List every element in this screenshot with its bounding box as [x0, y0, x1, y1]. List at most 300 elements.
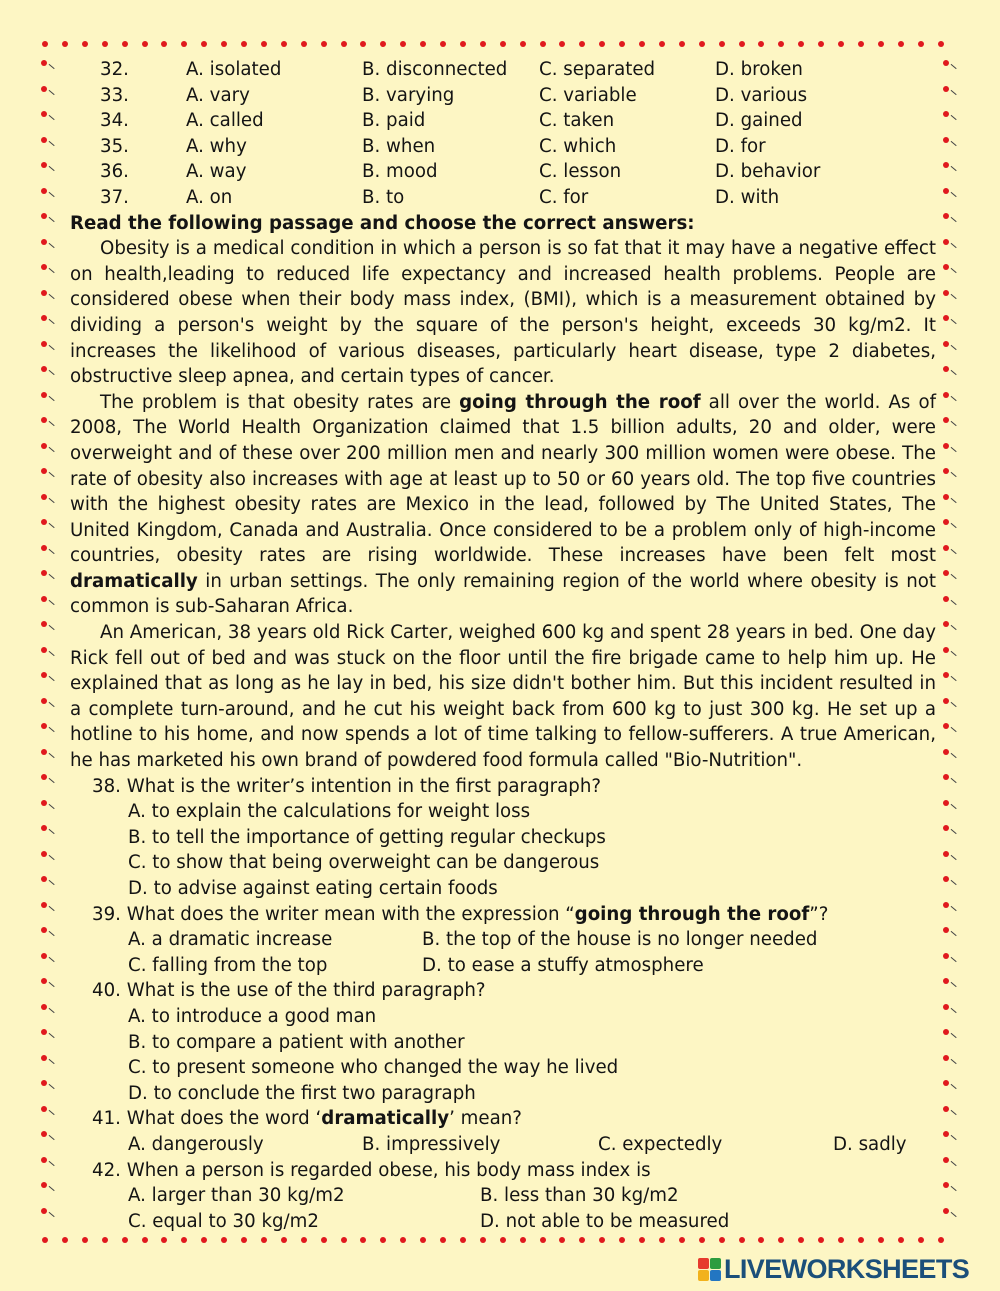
border-dot	[41, 315, 47, 321]
border-dot	[201, 1237, 207, 1243]
border-dot	[520, 41, 526, 47]
border-dot	[41, 392, 47, 398]
border-dot	[943, 647, 949, 653]
border-tick	[950, 1160, 956, 1166]
border-dot	[699, 1237, 705, 1243]
border-tick	[48, 421, 54, 427]
border-dot	[878, 1237, 884, 1243]
border-dot	[161, 1237, 167, 1243]
border-dot	[41, 1131, 47, 1137]
option-c[interactable]: C. taken	[539, 110, 615, 132]
border-tick	[950, 191, 956, 197]
border-tick	[48, 982, 54, 988]
border-tick	[950, 727, 956, 733]
border-tick	[950, 115, 956, 121]
paragraph-text: all over the world. As of 2008, The World Health Organization claimed that 1.5 billion adults, 20 and older, were overweight and of these over 200 million men and nearly 300 million women were obese. The rate of obesity also increases with age at least up to 50 or 60 years old. The top five countries with the highest obesity rates are Mexico in the lead, followed by The United States, The United Kingdom, Canada and Australia. Once considered to be a problem only of high-income countries, obesity rates are rising worldwide. These increases have been felt most	[70, 391, 936, 567]
option-b[interactable]: B. varying	[362, 84, 455, 106]
border-dot	[41, 494, 47, 500]
bold-word: dramatically	[321, 1108, 450, 1130]
border-dot	[943, 1182, 949, 1188]
border-dot	[500, 1237, 506, 1243]
border-dot	[41, 927, 47, 933]
border-dot	[400, 41, 406, 47]
border-dot	[41, 341, 47, 347]
border-dot	[943, 213, 949, 219]
question-stem	[70, 902, 936, 928]
passage-paragraph-2	[70, 390, 936, 620]
page-border-left	[38, 52, 56, 1234]
border-tick	[48, 1109, 54, 1115]
bold-phrase: going through the roof	[574, 903, 810, 925]
option-a[interactable]: A. vary	[186, 84, 250, 106]
border-dot	[460, 1237, 466, 1243]
question-38	[70, 774, 936, 902]
question-number: 35.	[100, 135, 129, 157]
border-dot	[943, 86, 949, 92]
border-dot	[301, 1237, 307, 1243]
question-39	[70, 902, 936, 979]
border-dot	[41, 1080, 47, 1086]
option-row-34	[70, 108, 936, 134]
border-dot	[341, 1237, 347, 1243]
border-dot	[818, 41, 824, 47]
answer-option-a[interactable]: A. to explain the calculations for weight loss	[128, 801, 531, 823]
question-stem: 40. What is the use of the third paragraph?	[92, 980, 486, 1002]
border-dot	[943, 825, 949, 831]
border-dot	[943, 570, 949, 576]
border-dot	[400, 1237, 406, 1243]
border-dot	[818, 1237, 824, 1243]
border-dot	[41, 213, 47, 219]
border-dot	[579, 41, 585, 47]
border-dot	[943, 137, 949, 143]
border-dot	[102, 41, 108, 47]
answer-row	[70, 1209, 936, 1235]
border-dot	[41, 621, 47, 627]
option-row-33	[70, 83, 936, 109]
border-dot	[82, 41, 88, 47]
question-number: 36.	[100, 161, 129, 183]
border-dot	[41, 698, 47, 704]
stem-text: ’ mean?	[449, 1108, 522, 1130]
border-dot	[943, 1029, 949, 1035]
answer-option-b[interactable]: B. the top of the house is no longer needed	[422, 929, 818, 951]
border-dot	[420, 1237, 426, 1243]
border-dot	[82, 1237, 88, 1243]
border-dot	[41, 1106, 47, 1112]
border-dot	[41, 774, 47, 780]
border-dot	[41, 417, 47, 423]
border-dot	[261, 41, 267, 47]
question-number: 37.	[100, 186, 129, 208]
border-tick	[48, 242, 54, 248]
question-number: 34.	[100, 110, 129, 132]
border-tick	[48, 166, 54, 172]
border-tick	[48, 140, 54, 146]
border-tick	[950, 140, 956, 146]
border-dot	[943, 621, 949, 627]
border-dot	[41, 647, 47, 653]
option-b[interactable]: B. paid	[362, 110, 426, 132]
border-dot	[520, 1237, 526, 1243]
border-dot	[161, 41, 167, 47]
border-tick	[950, 370, 956, 376]
border-dot	[943, 774, 949, 780]
answer-option-d[interactable]: D. to conclude the first two paragraph	[128, 1082, 476, 1104]
border-dot	[261, 1237, 267, 1243]
option-row-35	[70, 134, 936, 160]
border-dot	[858, 41, 864, 47]
border-dot	[778, 1237, 784, 1243]
question-number: 32.	[100, 59, 129, 80]
border-tick	[48, 905, 54, 911]
border-tick	[48, 548, 54, 554]
answer-row	[70, 1183, 936, 1209]
option-d[interactable]: D. behavior	[715, 161, 821, 183]
option-d[interactable]: D. broken	[715, 59, 803, 80]
option-d[interactable]: D. for	[715, 135, 766, 157]
answer-row	[70, 927, 936, 953]
option-row-36	[70, 159, 936, 185]
border-dot	[41, 443, 47, 449]
border-tick	[48, 931, 54, 937]
border-dot	[480, 1237, 486, 1243]
border-dot	[639, 41, 645, 47]
bold-phrase: going through the roof	[459, 391, 701, 413]
border-dot	[41, 596, 47, 602]
border-dot	[321, 1237, 327, 1243]
border-tick	[48, 854, 54, 860]
option-b[interactable]: B. when	[362, 135, 436, 157]
border-dot	[41, 468, 47, 474]
option-row-32	[70, 57, 936, 83]
border-dot	[420, 41, 426, 47]
border-dot	[798, 41, 804, 47]
option-a[interactable]: A. why	[186, 135, 247, 157]
border-dot	[41, 749, 47, 755]
option-b[interactable]: B. to	[362, 186, 405, 208]
border-tick	[950, 982, 956, 988]
border-dot	[62, 1237, 68, 1243]
border-tick	[950, 268, 956, 274]
liveworksheets-logo[interactable]	[698, 1254, 969, 1284]
border-dot	[380, 41, 386, 47]
option-d[interactable]: D. gained	[715, 110, 803, 132]
border-dot	[301, 41, 307, 47]
answer-option-c[interactable]: C. equal to 30 kg/m2	[128, 1210, 319, 1232]
border-tick	[48, 650, 54, 656]
border-tick	[950, 574, 956, 580]
border-dot	[943, 468, 949, 474]
border-tick	[48, 1033, 54, 1039]
border-tick	[48, 625, 54, 631]
border-dot	[599, 41, 605, 47]
border-tick	[950, 217, 956, 223]
border-dot	[659, 41, 665, 47]
option-row-37	[70, 185, 936, 211]
border-dot	[758, 41, 764, 47]
border-tick	[950, 752, 956, 758]
border-dot	[41, 570, 47, 576]
border-tick	[950, 89, 956, 95]
border-dot	[360, 1237, 366, 1243]
border-tick	[950, 497, 956, 503]
stem-text: 41. What does the word ‘	[92, 1108, 322, 1130]
border-dot	[943, 519, 949, 525]
border-dot	[360, 41, 366, 47]
border-dot	[943, 1055, 949, 1061]
border-dot	[838, 1237, 844, 1243]
stem-text: ”?	[809, 903, 829, 925]
border-dot	[943, 443, 949, 449]
border-tick	[950, 548, 956, 554]
border-tick	[48, 344, 54, 350]
border-tick	[48, 599, 54, 605]
border-dot	[41, 290, 47, 296]
border-tick	[48, 1186, 54, 1192]
border-dot	[739, 1237, 745, 1243]
answer-option-b[interactable]: B. impressively	[362, 1133, 501, 1155]
border-dot	[943, 494, 949, 500]
answer-option-c[interactable]: C. falling from the top	[128, 954, 328, 976]
stem-text: 39. What does the writer mean with the expression “	[92, 903, 575, 925]
border-dot	[699, 41, 705, 47]
border-dot	[41, 545, 47, 551]
border-dot	[579, 1237, 585, 1243]
border-dot	[943, 366, 949, 372]
border-dot	[41, 1029, 47, 1035]
border-tick	[950, 829, 956, 835]
border-tick	[48, 523, 54, 529]
border-dot	[659, 1237, 665, 1243]
border-dot	[943, 341, 949, 347]
border-dot	[122, 1237, 128, 1243]
border-dot	[778, 41, 784, 47]
option-a[interactable]: A. called	[186, 110, 264, 132]
option-c[interactable]: C. separated	[539, 59, 656, 80]
border-dot	[142, 41, 148, 47]
border-dot	[943, 749, 949, 755]
border-dot	[41, 239, 47, 245]
border-dot	[943, 927, 949, 933]
answer-option-c[interactable]: C. to present someone who changed the way he lived	[128, 1057, 619, 1079]
border-dot	[221, 1237, 227, 1243]
logo-blocks-icon	[698, 1258, 721, 1281]
border-dot	[41, 723, 47, 729]
option-a[interactable]: A. on	[186, 186, 233, 208]
option-c[interactable]: C. lesson	[539, 161, 622, 183]
border-dot	[241, 41, 247, 47]
border-dot	[281, 1237, 287, 1243]
answer-option-b[interactable]: B. to tell the importance of getting regular checkups	[128, 826, 606, 848]
border-dot	[943, 876, 949, 882]
worksheet-content	[70, 57, 936, 1234]
border-dot	[41, 800, 47, 806]
border-tick	[48, 64, 54, 70]
border-dot	[42, 1237, 48, 1243]
border-dot	[142, 1237, 148, 1243]
border-tick	[950, 650, 956, 656]
border-dot	[41, 188, 47, 194]
question-stem	[70, 1106, 936, 1132]
border-tick	[48, 89, 54, 95]
border-tick	[48, 1007, 54, 1013]
border-dot	[858, 1237, 864, 1243]
border-tick	[48, 1084, 54, 1090]
border-dot	[41, 366, 47, 372]
border-dot	[500, 41, 506, 47]
border-dot	[241, 1237, 247, 1243]
border-tick	[950, 701, 956, 707]
border-tick	[48, 1058, 54, 1064]
border-dot	[943, 417, 949, 423]
border-tick	[950, 319, 956, 325]
border-dot	[41, 137, 47, 143]
border-tick	[950, 1007, 956, 1013]
border-dot	[943, 723, 949, 729]
answer-option-a[interactable]: A. to introduce a good man	[128, 1005, 377, 1027]
answer-option-b[interactable]: B. less than 30 kg/m2	[480, 1185, 679, 1207]
answer-option-a[interactable]: A. larger than 30 kg/m2	[128, 1185, 345, 1207]
answer-option-c[interactable]: C. expectedly	[598, 1133, 723, 1155]
border-dot	[639, 1237, 645, 1243]
border-tick	[950, 523, 956, 529]
border-dot	[321, 41, 327, 47]
border-tick	[950, 803, 956, 809]
border-tick	[48, 115, 54, 121]
border-tick	[950, 472, 956, 478]
passage-paragraph-3: An American, 38 years old Rick Carter, weighed 600 kg and spent 28 years in bed. One day Rick fell out of bed and was stuck on the floor until the fire brigade came to help him up. He explained that as long as he lay in bed, his size didn't bother him. But this incident resulted in a complete turn-around, and he cut his weight back from 600 kg to just 300 kg. He set up a hotline to his home, and now spends a lot of time talking to fellow-sufferers. A true American, he has marketed his own brand of powdered food formula called "Bio-Nutrition".	[70, 622, 936, 772]
border-dot	[943, 953, 949, 959]
border-tick	[950, 64, 956, 70]
border-tick	[950, 1135, 956, 1141]
border-dot	[221, 41, 227, 47]
border-dot	[122, 41, 128, 47]
answer-option-d[interactable]: D. sadly	[833, 1133, 907, 1155]
border-dot	[460, 41, 466, 47]
border-dot	[41, 825, 47, 831]
border-dot	[41, 1055, 47, 1061]
border-dot	[181, 41, 187, 47]
question-number: 33.	[100, 84, 129, 106]
option-c[interactable]: C. for	[539, 186, 589, 208]
option-b[interactable]: B. disconnected	[362, 59, 508, 80]
border-dot	[41, 111, 47, 117]
question-42	[70, 1158, 936, 1235]
border-tick	[48, 752, 54, 758]
border-dot	[480, 41, 486, 47]
answer-option-a[interactable]: A. dangerously	[128, 1133, 264, 1155]
border-tick	[48, 370, 54, 376]
border-tick	[950, 676, 956, 682]
border-dot	[878, 41, 884, 47]
border-tick	[950, 599, 956, 605]
border-dot	[540, 1237, 546, 1243]
border-dot	[758, 1237, 764, 1243]
border-dot	[380, 1237, 386, 1243]
page-border-right	[940, 52, 958, 1234]
page-border-bottom	[40, 1234, 958, 1248]
border-dot	[599, 1237, 605, 1243]
answer-row	[70, 953, 936, 979]
border-tick	[950, 880, 956, 886]
border-dot	[938, 41, 944, 47]
option-a[interactable]: A. isolated	[186, 59, 282, 80]
border-tick	[950, 344, 956, 350]
question-41	[70, 1106, 936, 1157]
question-40	[70, 978, 936, 1106]
option-d[interactable]: D. with	[715, 186, 780, 208]
border-dot	[943, 392, 949, 398]
border-dot	[719, 41, 725, 47]
border-tick	[950, 293, 956, 299]
border-dot	[918, 1237, 924, 1243]
border-dot	[938, 1237, 944, 1243]
bold-word: dramatically	[70, 570, 198, 592]
border-tick	[48, 701, 54, 707]
border-tick	[48, 293, 54, 299]
answer-option-d[interactable]: D. not able to be measured	[480, 1210, 730, 1232]
question-stem: 38. What is the writer’s intention in the first paragraph?	[92, 775, 602, 797]
border-tick	[48, 574, 54, 580]
border-dot	[943, 902, 949, 908]
answer-option-a[interactable]: A. a dramatic increase	[128, 929, 333, 951]
border-dot	[41, 1004, 47, 1010]
paragraph-text: in urban settings. The only remaining region of the world where obesity is not common is sub-Saharan Africa.	[70, 570, 936, 618]
border-dot	[41, 162, 47, 168]
option-b[interactable]: B. mood	[362, 161, 438, 183]
border-tick	[48, 829, 54, 835]
border-dot	[440, 1237, 446, 1243]
page-border-top	[40, 38, 958, 52]
border-dot	[798, 1237, 804, 1243]
border-dot	[943, 315, 949, 321]
border-dot	[62, 41, 68, 47]
logo-text: LIVEWORKSHEETS	[724, 1253, 970, 1284]
border-dot	[943, 596, 949, 602]
border-dot	[42, 41, 48, 47]
option-d[interactable]: D. various	[715, 84, 808, 106]
border-tick	[950, 1058, 956, 1064]
border-tick	[48, 727, 54, 733]
border-tick	[950, 905, 956, 911]
border-dot	[943, 672, 949, 678]
border-tick	[950, 242, 956, 248]
border-dot	[41, 1182, 47, 1188]
border-dot	[943, 188, 949, 194]
option-a[interactable]: A. way	[186, 161, 247, 183]
border-dot	[943, 698, 949, 704]
border-tick	[48, 268, 54, 274]
border-dot	[943, 290, 949, 296]
answer-option-c[interactable]: C. to show that being overweight can be dangerous	[128, 852, 600, 874]
border-dot	[943, 1131, 949, 1137]
border-tick	[950, 956, 956, 962]
border-tick	[950, 854, 956, 860]
border-dot	[281, 41, 287, 47]
option-c[interactable]: C. which	[539, 135, 617, 157]
border-tick	[48, 319, 54, 325]
paragraph-text: The problem is that obesity rates are	[100, 391, 460, 413]
answer-option-d[interactable]: D. to advise against eating certain foods	[128, 878, 498, 899]
option-c[interactable]: C. variable	[539, 84, 637, 106]
answer-option-d[interactable]: D. to ease a stuffy atmosphere	[422, 954, 704, 976]
border-tick	[950, 931, 956, 937]
border-tick	[48, 497, 54, 503]
border-dot	[943, 1080, 949, 1086]
answer-option-b[interactable]: B. to compare a patient with another	[128, 1031, 465, 1053]
border-dot	[559, 41, 565, 47]
